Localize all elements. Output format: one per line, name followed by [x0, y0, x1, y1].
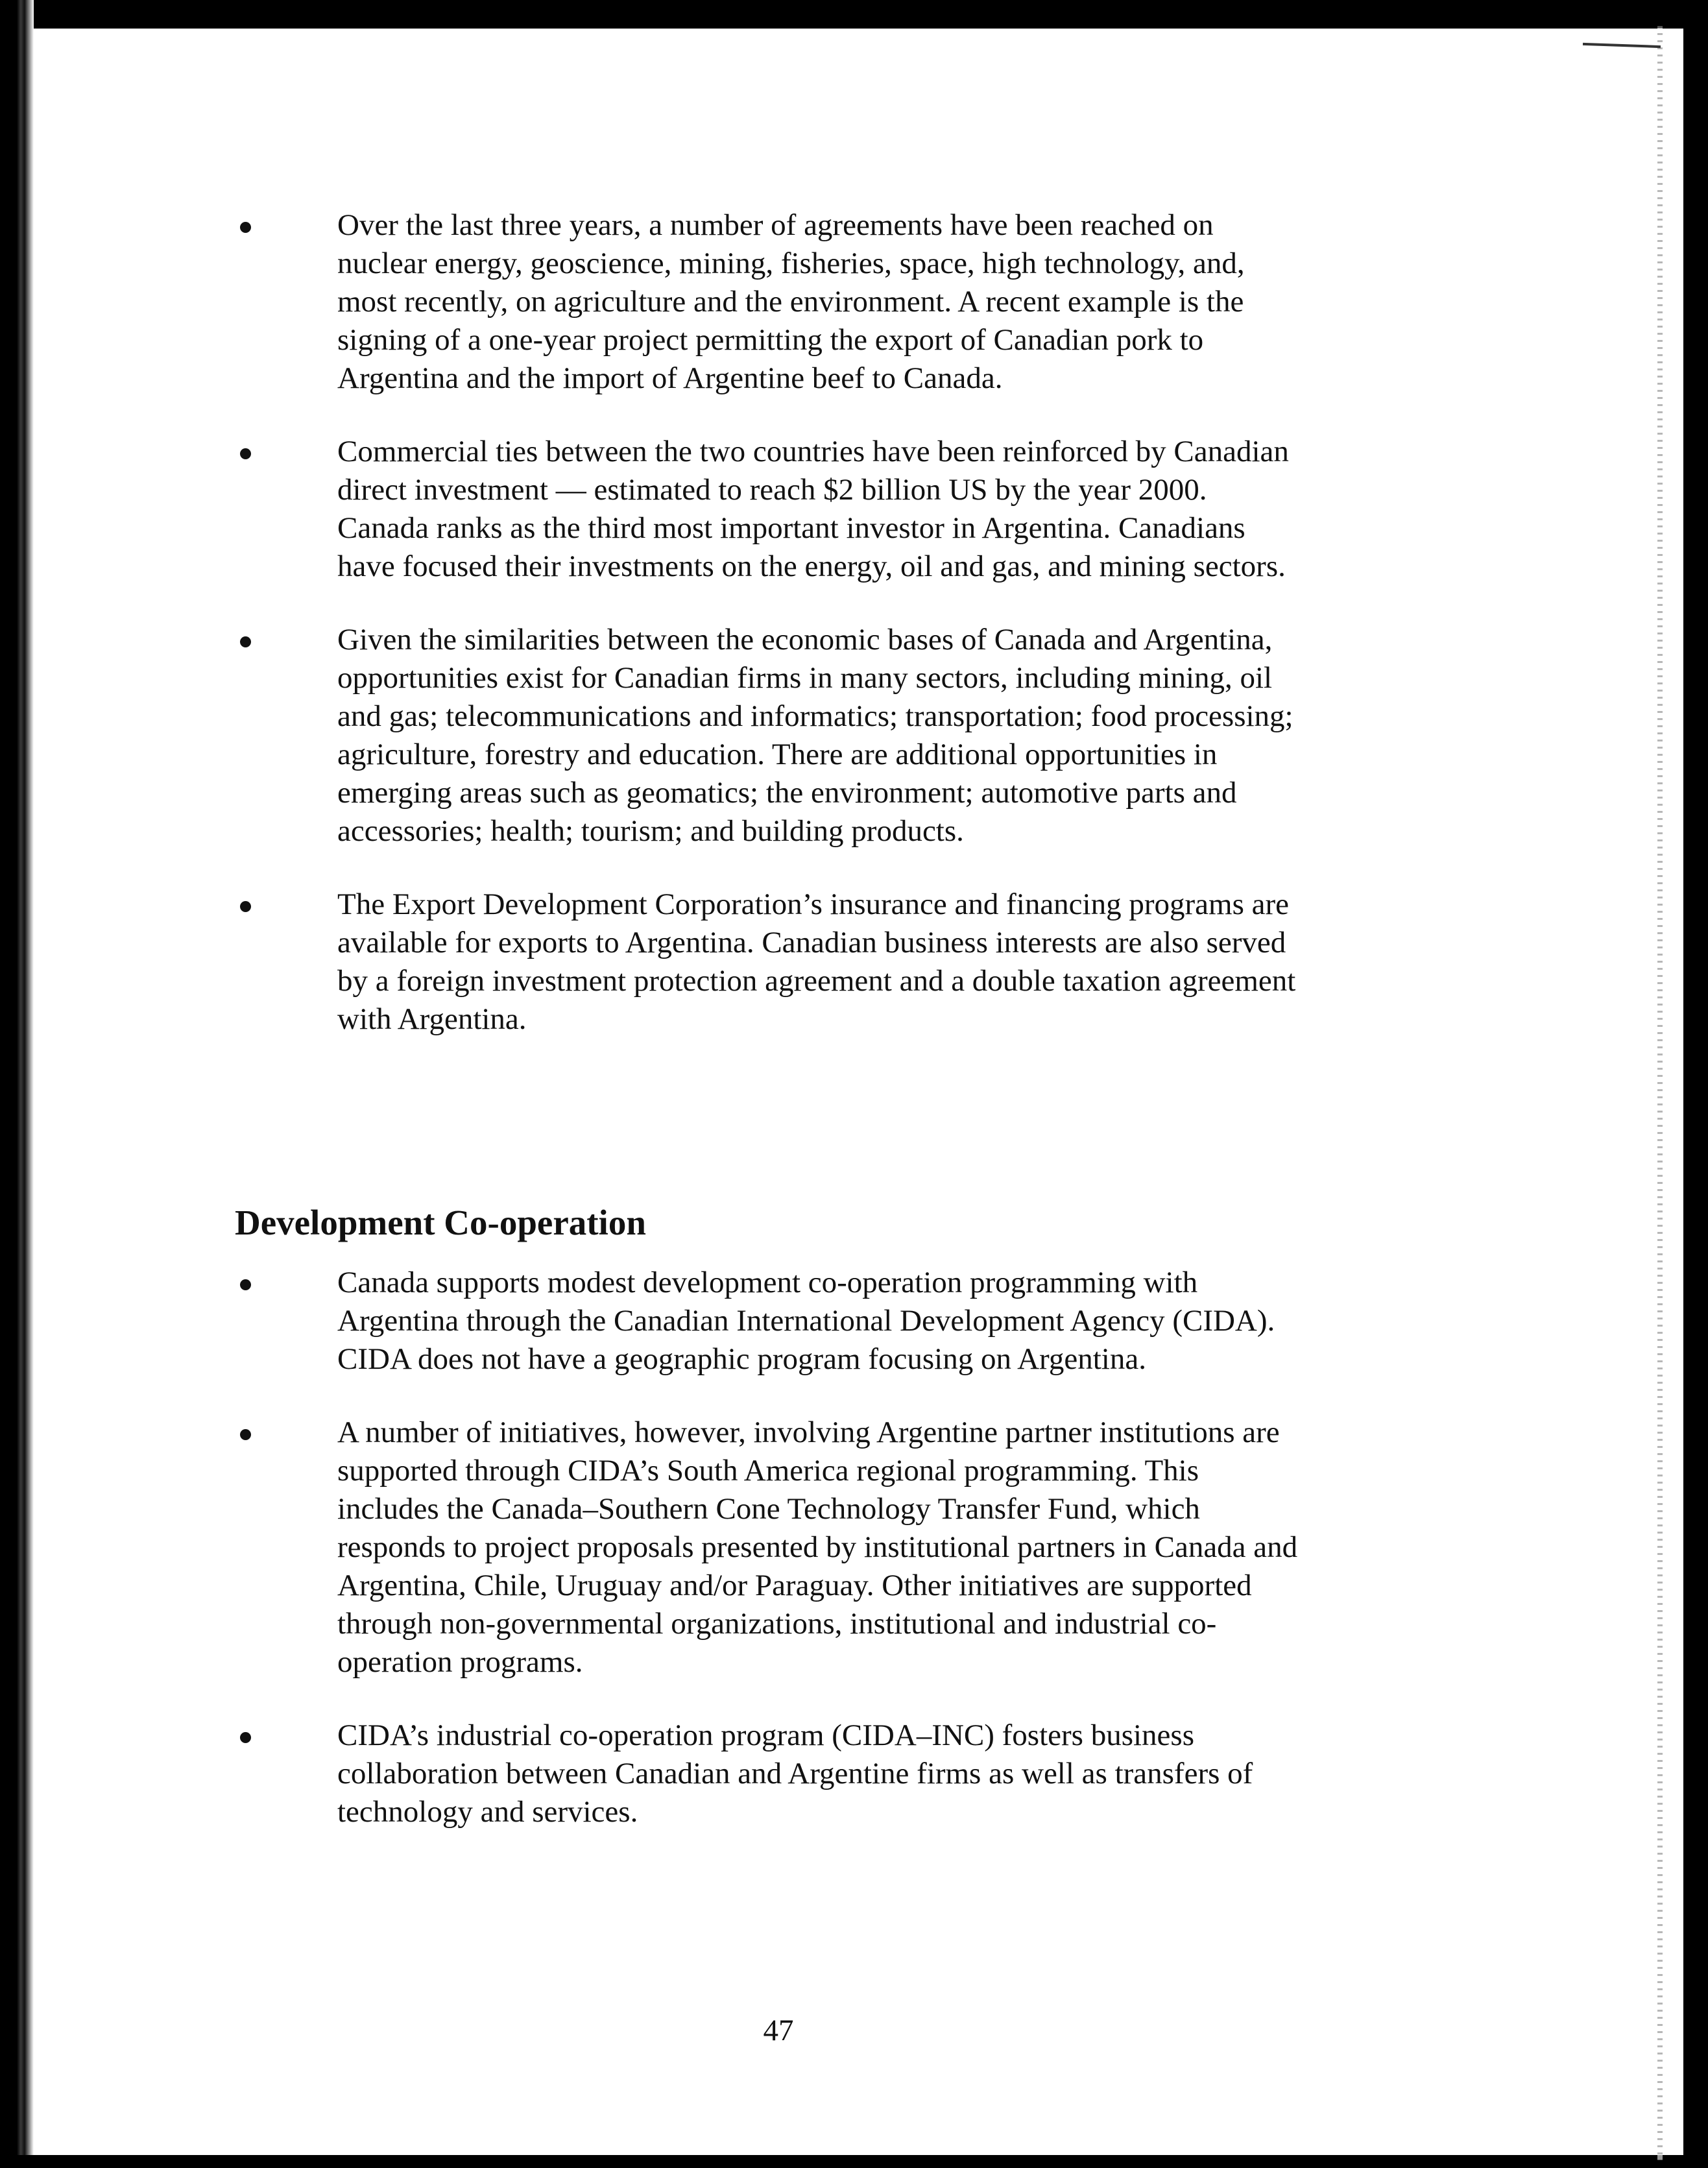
bullet-list-trade [234, 206, 1304, 1074]
list-item [234, 1264, 1304, 1379]
list-item [234, 1414, 1304, 1681]
bullet-icon [240, 222, 251, 233]
scan-border-right-speckle [1657, 26, 1663, 2160]
scan-border-left [0, 0, 34, 2168]
bullet-list-development [234, 1264, 1304, 1866]
bullet-text: Given the similarities between the economic bases of Canada and Argentina, opportunities exist for Canadian firms in many sectors, including mining, oil and gas; telecommunications and informatics; transportation; food processing; agriculture, forestry and education. There are additional opportunities in emerging areas such as geomatics; the environment; automotive parts and accessories; health; tourism; and building products. [337, 623, 1293, 848]
list-item [234, 206, 1304, 398]
scan-border-top [0, 0, 1708, 29]
page-number: 47 [763, 2014, 794, 2047]
bullet-text: Over the last three years, a number of agreements have been reached on nuclear energy, geoscience, mining, fisheries, space, high technology, and, most recently, on agriculture and the environment. A recent example is the signing of a one-year project permitting the export of Canadian pork to Argentina and the import of Argentine beef to Canada. [337, 208, 1245, 395]
bullet-icon [240, 1279, 251, 1290]
bullet-icon [240, 448, 251, 459]
list-item [234, 885, 1304, 1039]
list-item [234, 433, 1304, 586]
bullet-icon [240, 901, 251, 912]
section-heading: Development Co-operation [235, 1203, 646, 1242]
bullet-icon [240, 636, 251, 647]
bullet-text: Canada supports modest development co-operation programming with Argentina through the Canadian International Development Agency (CIDA). CIDA does not have a geographic program focusing on Argentina. [337, 1266, 1275, 1376]
list-item [234, 621, 1304, 850]
bullet-text: The Export Development Corporation’s insurance and financing programs are available for exports to Argentina. Canadian business interests are also served by a foreign investment protection agreement and a double taxation agreement with Argentina. [337, 887, 1296, 1036]
bullet-text: CIDA’s industrial co-operation program (CIDA–INC) fosters business collaboration between Canadian and Argentine firms as well as transfers of technology and services. [337, 1718, 1253, 1829]
bullet-text: A number of initiatives, however, involving Argentine partner institutions are supported through CIDA’s South America regional programming. This includes the Canada–Southern Cone Technology Transfer Fund, which responds to project proposals presented by institutional partners in Canada and Argentina, Chile, Uruguay and/or Paraguay. Other initiatives are supported through non-governmental organizations, institutional and industrial co-operation programs. [337, 1415, 1298, 1679]
list-item [234, 1716, 1304, 1831]
bullet-icon [240, 1732, 251, 1743]
scan-border-right [1683, 0, 1708, 2168]
bullet-text: Commercial ties between the two countries have been reinforced by Canadian direct investment — estimated to reach $2 billion US by the year 2000. Canada ranks as the third most important investor in Argentina. Canadians have focused their investments on the energy, oil and gas, and mining sectors. [337, 435, 1289, 583]
scan-border-bottom [0, 2155, 1708, 2168]
scan-corner-mark [1583, 43, 1661, 48]
bullet-icon [240, 1429, 251, 1440]
